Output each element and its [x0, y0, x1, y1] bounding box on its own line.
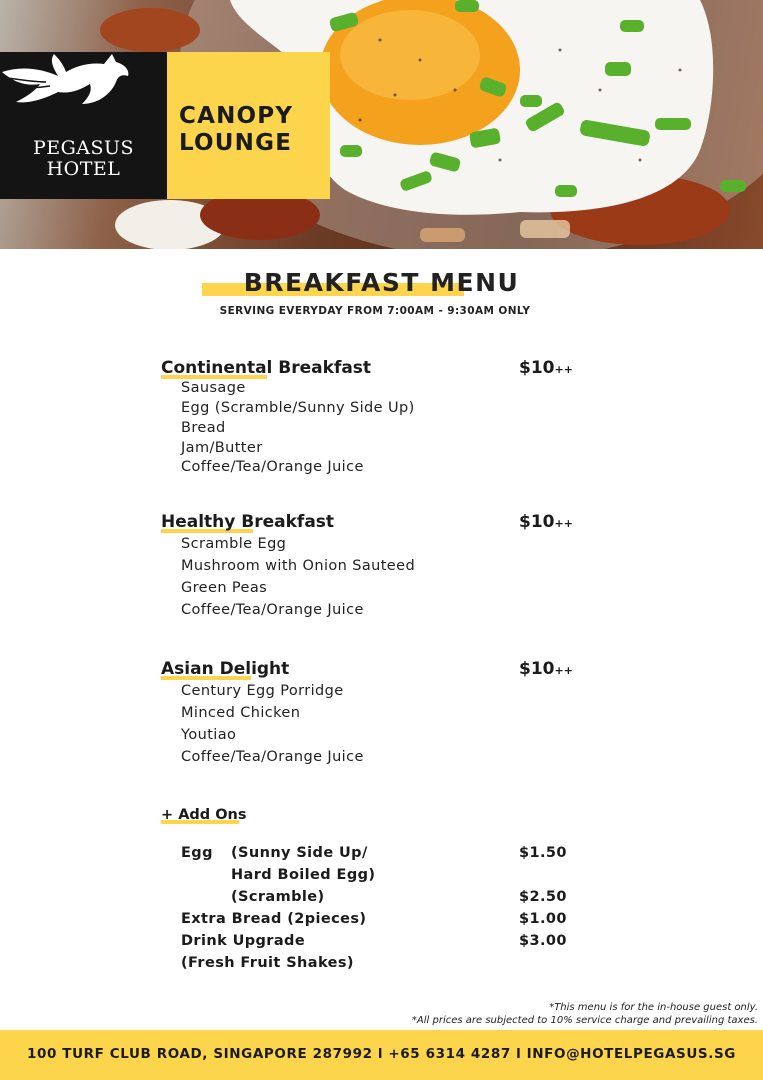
logo-text-pegasus: PEGASUS: [32, 137, 135, 159]
menu-item: Mushroom with Onion Sauteed: [181, 558, 416, 574]
addon-drink-price: $3.00: [519, 933, 567, 949]
winged-horse-icon: [0, 52, 132, 114]
addons-title: + Add Ons: [161, 807, 247, 823]
addon-egg-price2: $2.50: [519, 889, 567, 905]
addon-drink-sub: (Fresh Fruit Shakes): [181, 955, 354, 971]
footer-contact: 100 TURF CLUB ROAD, SINGAPORE 287992 l +65 6314 4287 l INFO@HOTELPEGASUS.SG: [27, 1046, 736, 1062]
section-title-asian: Asian Delight: [161, 659, 290, 679]
menu-item: Minced Chicken: [181, 705, 301, 721]
note-inhouse: *This menu is for the in-house guest only.: [549, 1002, 758, 1013]
addon-bread-price: $1.00: [519, 911, 567, 927]
price-asian: [519, 659, 573, 679]
menu-item: Coffee/Tea/Orange Juice: [181, 602, 364, 618]
note-service-charge: *All prices are subjected to 10% service charge and prevailing taxes.: [411, 1015, 758, 1026]
hotel-logo: [0, 52, 167, 199]
footer-bar: [0, 1030, 763, 1080]
menu-item: Century Egg Porridge: [181, 683, 344, 699]
menu-item: Coffee/Tea/Orange Juice: [181, 749, 364, 765]
addon-egg-line2: Hard Boiled Egg): [231, 867, 376, 883]
hero-photo: [0, 0, 763, 249]
brand-lounge: LOUNGE: [179, 130, 293, 156]
price-suffix: ++: [554, 517, 573, 530]
price-healthy: [519, 512, 573, 532]
price-suffix: ++: [554, 664, 573, 677]
page-title: BREAKFAST MENU: [243, 268, 520, 297]
menu-item: Egg (Scramble/Sunny Side Up): [181, 400, 415, 416]
price-value: $10: [519, 659, 555, 679]
menu-item: Scramble Egg: [181, 536, 287, 552]
logo-text-hotel: HOTEL: [46, 158, 121, 180]
section-title-continental: Continental Breakfast: [161, 358, 372, 378]
menu-item: Youtiao: [181, 727, 237, 743]
addon-bread-label: Extra Bread (2pieces): [181, 911, 367, 927]
price-value: $10: [519, 358, 555, 378]
addon-egg-price1: $1.50: [519, 845, 567, 861]
serving-hours: SERVING EVERYDAY FROM 7:00AM - 9:30AM ONLY: [219, 305, 531, 317]
addon-drink-label: Drink Upgrade: [181, 933, 306, 949]
price-value: $10: [519, 512, 555, 532]
menu-item: Green Peas: [181, 580, 268, 596]
brand-canopy: CANOPY: [179, 103, 294, 129]
price-continental: [519, 358, 573, 378]
menu-item: Bread: [181, 420, 226, 436]
addon-egg-line1: (Sunny Side Up/: [231, 845, 368, 861]
section-title-healthy: Healthy Breakfast: [161, 512, 335, 532]
menu-item: Jam/Butter: [181, 440, 263, 456]
menu-item: Coffee/Tea/Orange Juice: [181, 459, 364, 475]
price-suffix: ++: [554, 363, 573, 376]
addon-egg-line3: (Scramble): [231, 889, 325, 905]
brand-block: [167, 52, 330, 199]
addon-egg-label: Egg: [181, 845, 213, 861]
menu-item: Sausage: [181, 380, 246, 396]
